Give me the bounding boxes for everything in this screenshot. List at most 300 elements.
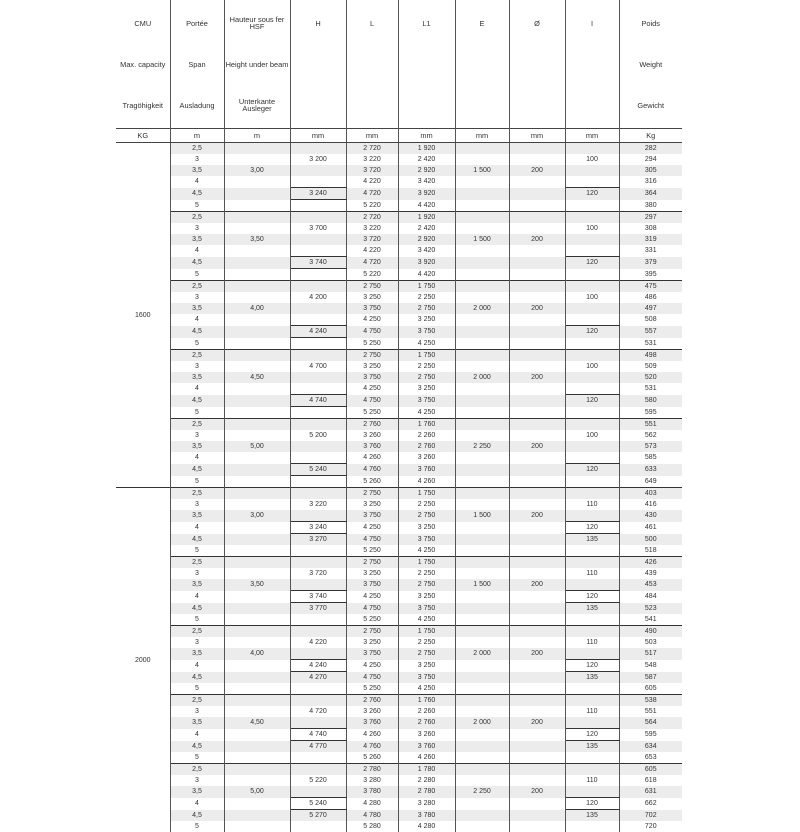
diameter-value [509,626,565,638]
l-value: 4 750 [346,395,398,407]
hsf-value [224,488,290,500]
l1-value: 2 420 [398,223,455,234]
diameter-value [509,614,565,626]
i-value: 100 [565,292,619,303]
h-value [290,545,346,557]
table-row [116,350,682,362]
l-value: 4 260 [346,452,398,464]
h-value [290,383,346,395]
weight-value: 395 [619,269,682,281]
table-row [116,637,682,648]
e-value: 2 250 [455,441,509,452]
header-portee-fr: Portée [170,0,224,46]
i-value [565,383,619,395]
span-value: 3 [170,499,224,510]
i-value [565,165,619,176]
diameter-value [509,326,565,338]
h-value [290,165,346,176]
l-value: 5 260 [346,752,398,764]
i-value [565,176,619,188]
l-value: 3 250 [346,361,398,372]
e-value [455,176,509,188]
table-row [116,591,682,603]
diameter-value [509,269,565,281]
h-value: 3 740 [290,591,346,603]
h-value: 4 770 [290,741,346,753]
l-value: 2 750 [346,626,398,638]
e-value [455,143,509,155]
e-value [455,660,509,672]
table-row [116,269,682,281]
table-row [116,361,682,372]
span-value: 4,5 [170,741,224,753]
h-value: 5 200 [290,430,346,441]
diameter-value [509,407,565,419]
l1-value: 4 280 [398,821,455,832]
table-row [116,695,682,707]
span-value: 5 [170,821,224,832]
h-value [290,683,346,695]
table-row [116,499,682,510]
hsf-value [224,154,290,165]
l1-value: 2 280 [398,775,455,786]
unit-diameter: mm [509,129,565,143]
weight-value: 631 [619,786,682,798]
unit-poids: Kg [619,129,682,143]
table-row [116,706,682,717]
weight-value: 282 [619,143,682,155]
weight-value: 649 [619,476,682,488]
i-value [565,717,619,729]
e-value [455,545,509,557]
table-row [116,557,682,569]
l1-value: 3 750 [398,326,455,338]
span-value: 2,5 [170,626,224,638]
weight-value: 508 [619,314,682,326]
h-value [290,452,346,464]
i-value [565,764,619,776]
e-value [455,672,509,684]
table-row [116,626,682,638]
i-value [565,212,619,224]
h-value [290,281,346,293]
l1-value: 1 760 [398,695,455,707]
h-value [290,338,346,350]
unit-cmu: KG [116,129,170,143]
h-value: 3 240 [290,188,346,200]
e-value [455,419,509,431]
header-cmu-en: Max. capacity [116,46,170,82]
table-row [116,176,682,188]
weight-value: 490 [619,626,682,638]
weight-value: 403 [619,488,682,500]
diameter-value: 200 [509,510,565,522]
weight-value: 573 [619,441,682,452]
h-value [290,303,346,314]
hsf-value [224,281,290,293]
e-value [455,269,509,281]
hsf-value [224,821,290,832]
h-value: 3 720 [290,568,346,579]
hsf-value: 5,00 [224,786,290,798]
i-value: 135 [565,534,619,546]
weight-value: 653 [619,752,682,764]
e-value [455,257,509,269]
i-value [565,695,619,707]
diameter-value [509,637,565,648]
e-value [455,522,509,534]
span-value: 2,5 [170,488,224,500]
hsf-value: 4,00 [224,648,290,660]
h-value: 3 240 [290,522,346,534]
diameter-value: 200 [509,372,565,383]
l-value: 2 750 [346,350,398,362]
i-value: 120 [565,188,619,200]
hsf-value [224,245,290,257]
hsf-value [224,522,290,534]
diameter-value [509,452,565,464]
table-row [116,717,682,729]
l-value: 2 750 [346,557,398,569]
h-value: 4 270 [290,672,346,684]
hsf-value: 5,00 [224,441,290,452]
weight-value: 531 [619,383,682,395]
l-value: 3 260 [346,706,398,717]
hsf-value [224,407,290,419]
i-value: 120 [565,798,619,810]
table-row [116,786,682,798]
hsf-value [224,269,290,281]
weight-value: 379 [619,257,682,269]
hsf-value [224,591,290,603]
weight-value: 500 [619,534,682,546]
hsf-value [224,683,290,695]
l1-value: 1 750 [398,557,455,569]
weight-value: 484 [619,591,682,603]
i-value [565,557,619,569]
e-value [455,292,509,303]
weight-value: 702 [619,810,682,822]
span-value: 3,5 [170,441,224,452]
hsf-value [224,430,290,441]
table-row [116,395,682,407]
e-value [455,350,509,362]
h-value [290,626,346,638]
l-value: 4 760 [346,741,398,753]
e-value [455,464,509,476]
e-value [455,338,509,350]
i-value [565,752,619,764]
h-value [290,717,346,729]
hsf-value [224,338,290,350]
diameter-value [509,488,565,500]
i-value: 120 [565,395,619,407]
span-value: 3 [170,568,224,579]
span-value: 4 [170,522,224,534]
diameter-value [509,534,565,546]
l1-value: 2 260 [398,430,455,441]
header-l1: L1 [398,0,455,46]
l-value: 2 720 [346,143,398,155]
l-value: 3 250 [346,499,398,510]
e-value [455,591,509,603]
weight-value: 416 [619,499,682,510]
e-value [455,821,509,832]
table-row [116,545,682,557]
diameter-value: 200 [509,717,565,729]
header-portee-de: Ausladung [170,82,224,129]
e-value [455,534,509,546]
l1-value: 3 750 [398,672,455,684]
table-row [116,579,682,591]
hsf-value [224,534,290,546]
l1-value: 2 250 [398,361,455,372]
h-value [290,752,346,764]
header-hsf-en: Height under beam [224,46,290,82]
diameter-value [509,557,565,569]
l1-value: 1 750 [398,488,455,500]
l-value: 4 280 [346,798,398,810]
span-value: 3 [170,223,224,234]
h-value [290,695,346,707]
diameter-value [509,810,565,822]
l1-value: 2 920 [398,165,455,176]
weight-value: 531 [619,338,682,350]
diameter-value [509,499,565,510]
span-value: 3,5 [170,579,224,591]
weight-value: 587 [619,672,682,684]
weight-value: 461 [619,522,682,534]
diameter-value [509,212,565,224]
span-value: 2,5 [170,350,224,362]
l-value: 3 220 [346,154,398,165]
i-value [565,372,619,383]
l-value: 4 250 [346,522,398,534]
l1-value: 4 250 [398,614,455,626]
h-value [290,476,346,488]
l-value: 3 260 [346,430,398,441]
l1-value: 3 250 [398,314,455,326]
diameter-value [509,188,565,200]
span-value: 3 [170,430,224,441]
h-value: 3 270 [290,534,346,546]
table-row [116,488,682,500]
l1-value: 2 250 [398,568,455,579]
table-row [116,223,682,234]
weight-value: 486 [619,292,682,303]
e-value [455,452,509,464]
weight-value: 380 [619,200,682,212]
table-row [116,775,682,786]
table-row [116,568,682,579]
span-value: 3,5 [170,372,224,383]
h-value [290,786,346,798]
table-row [116,326,682,338]
h-value [290,579,346,591]
l1-value: 2 260 [398,706,455,717]
h-value [290,176,346,188]
span-value: 5 [170,683,224,695]
i-value: 110 [565,775,619,786]
diameter-value [509,821,565,832]
hsf-value [224,672,290,684]
i-value [565,452,619,464]
h-value: 4 740 [290,395,346,407]
weight-value: 518 [619,545,682,557]
hsf-value [224,810,290,822]
l-value: 3 750 [346,579,398,591]
unit-l1: mm [398,129,455,143]
i-value [565,234,619,245]
diameter-value [509,350,565,362]
e-value [455,614,509,626]
table-row [116,303,682,314]
e-value: 2 000 [455,303,509,314]
l-value: 5 250 [346,545,398,557]
header-diameter: Ø [509,0,565,46]
e-value [455,637,509,648]
l-value: 2 750 [346,488,398,500]
header-poids-de: Gewicht [619,82,682,129]
weight-value: 551 [619,419,682,431]
h-value: 5 240 [290,798,346,810]
diameter-value [509,775,565,786]
table-body [116,143,682,832]
span-value: 2,5 [170,419,224,431]
i-value [565,338,619,350]
span-value: 3,5 [170,234,224,245]
i-value [565,200,619,212]
table-row [116,419,682,431]
l-value: 4 260 [346,729,398,741]
table-row [116,245,682,257]
i-value [565,476,619,488]
span-value: 4 [170,660,224,672]
l-value: 3 220 [346,223,398,234]
diameter-value [509,603,565,615]
diameter-value: 200 [509,579,565,591]
h-value [290,350,346,362]
span-value: 2,5 [170,764,224,776]
l1-value: 2 760 [398,717,455,729]
weight-value: 305 [619,165,682,176]
hsf-value [224,314,290,326]
span-value: 4 [170,314,224,326]
table-row [116,522,682,534]
header-poids-en: Weight [619,46,682,82]
table-row [116,810,682,822]
e-value: 1 500 [455,165,509,176]
e-value [455,395,509,407]
l-value: 2 750 [346,281,398,293]
unit-l: mm [346,129,398,143]
span-value: 3,5 [170,717,224,729]
i-value [565,683,619,695]
l1-value: 4 260 [398,752,455,764]
span-value: 5 [170,752,224,764]
l-value: 5 280 [346,821,398,832]
table-row [116,752,682,764]
table-row [116,683,682,695]
l1-value: 2 420 [398,154,455,165]
diameter-value [509,683,565,695]
span-value: 5 [170,269,224,281]
i-value [565,245,619,257]
l1-value: 1 760 [398,419,455,431]
l-value: 4 250 [346,383,398,395]
e-value [455,568,509,579]
span-value: 5 [170,476,224,488]
l-value: 4 720 [346,257,398,269]
i-value: 135 [565,672,619,684]
diameter-value [509,591,565,603]
l1-value: 3 780 [398,810,455,822]
span-value: 4 [170,176,224,188]
i-value [565,143,619,155]
l1-value: 4 250 [398,407,455,419]
weight-value: 503 [619,637,682,648]
l-value: 4 250 [346,660,398,672]
diameter-value [509,281,565,293]
hsf-value [224,637,290,648]
span-value: 4,5 [170,534,224,546]
header-cmu-fr: CMU [116,0,170,46]
i-value: 100 [565,361,619,372]
table-row [116,281,682,293]
weight-value: 662 [619,798,682,810]
hsf-value [224,695,290,707]
i-value: 100 [565,154,619,165]
hsf-value [224,223,290,234]
i-value [565,350,619,362]
hsf-value [224,798,290,810]
h-value: 3 220 [290,499,346,510]
weight-value: 618 [619,775,682,786]
i-value [565,269,619,281]
header-cmu-de: Tragöhigkeit [116,82,170,129]
span-value: 5 [170,407,224,419]
l1-value: 1 750 [398,350,455,362]
table-row [116,234,682,245]
l1-value: 3 250 [398,660,455,672]
table-row [116,441,682,452]
diameter-value [509,245,565,257]
hsf-value [224,419,290,431]
weight-value: 605 [619,683,682,695]
table-row [116,452,682,464]
h-value: 4 700 [290,361,346,372]
h-value [290,407,346,419]
table-row [116,292,682,303]
e-value: 1 500 [455,579,509,591]
weight-value: 564 [619,717,682,729]
e-value: 2 250 [455,786,509,798]
hsf-value [224,395,290,407]
l1-value: 2 920 [398,234,455,245]
table-row [116,257,682,269]
table-row [116,648,682,660]
l1-value: 3 250 [398,383,455,395]
l1-value: 2 250 [398,499,455,510]
header-e: E [455,0,509,46]
hsf-value [224,257,290,269]
span-value: 3,5 [170,786,224,798]
i-value: 120 [565,326,619,338]
e-value [455,476,509,488]
hsf-value: 3,50 [224,234,290,245]
diameter-value [509,764,565,776]
l1-value: 3 420 [398,176,455,188]
